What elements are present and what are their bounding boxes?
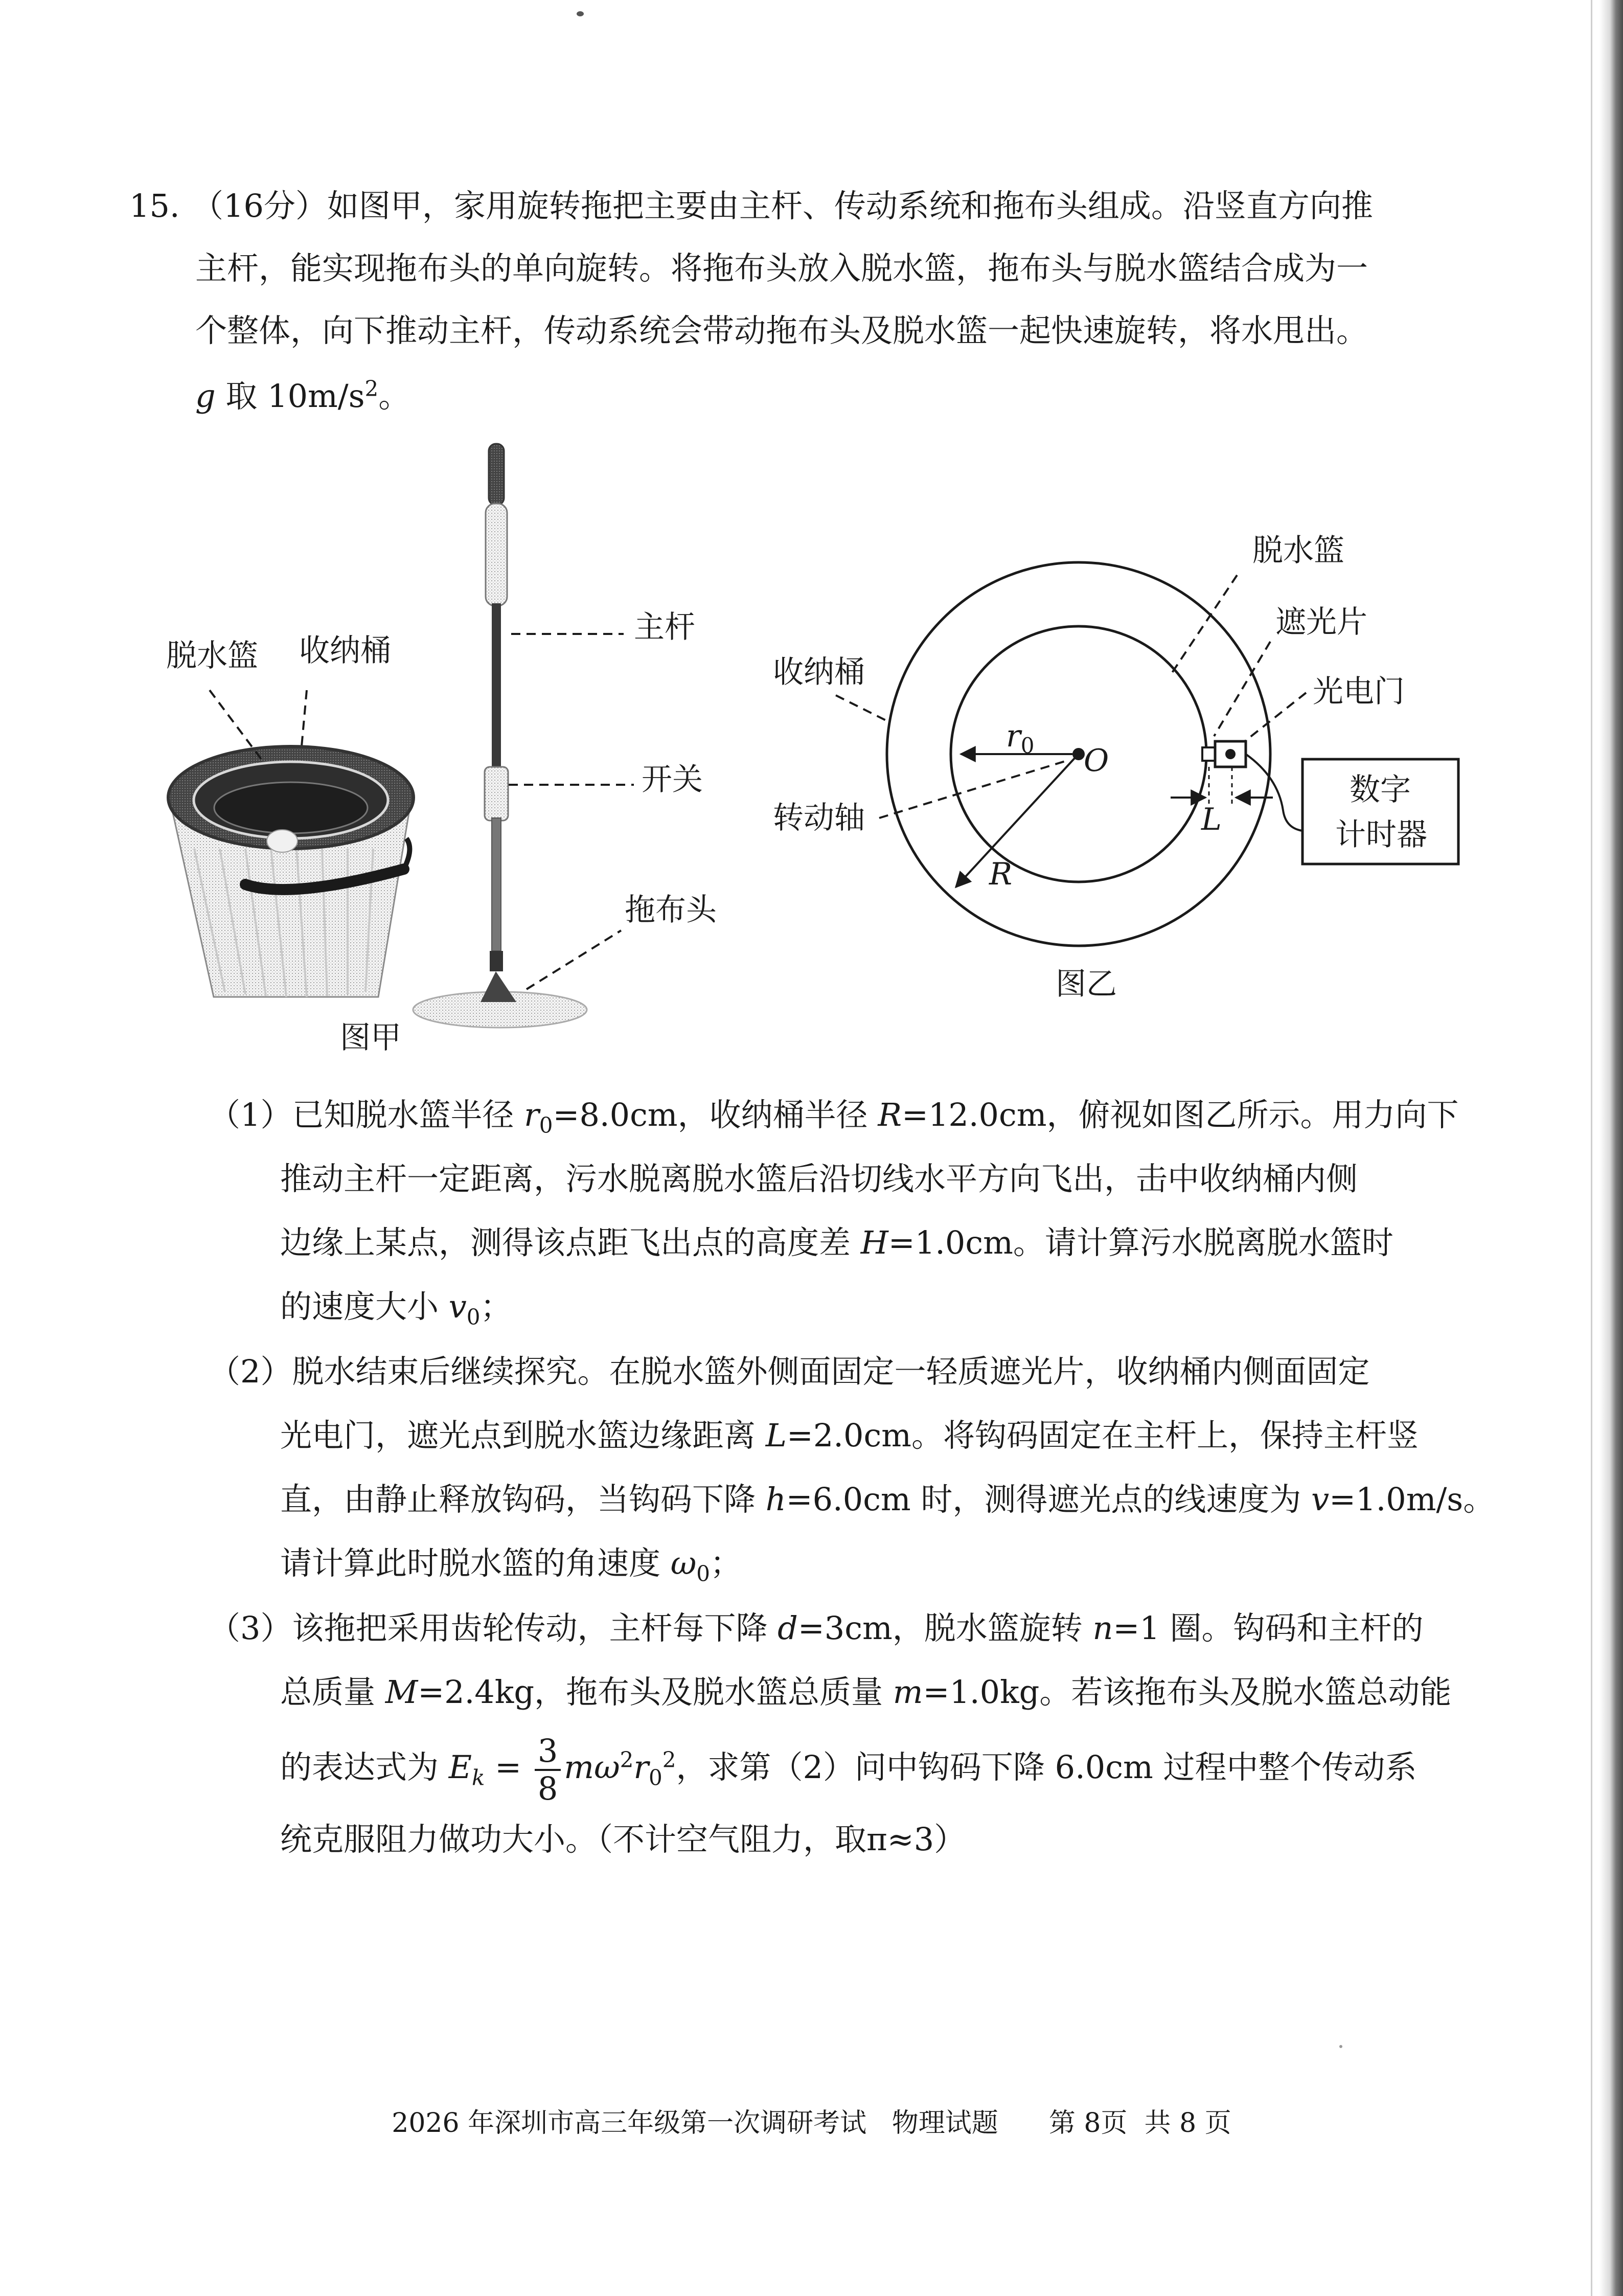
label-bucket-b: 收纳桶 [773, 654, 865, 690]
part2-line4: 请计算此时脱水篮的角速度 $\omega_0$； [280, 1544, 742, 1586]
part3-line2: 总质量 M=2.4kg，拖布头及脱水篮总质量 m=1.0kg。若该拖布头及脱水篮总动能 [280, 1673, 1452, 1711]
label-bucket-a: 收纳桶 [299, 633, 391, 669]
fraction-3-8: $\frac{3}{8}$ [535, 1733, 561, 1807]
bucket-illustration [168, 746, 414, 997]
part2-line3: 直，由静止释放钩码，当钩码下降 h=6.0cm 时，测得遮光点的线速度为 v=1.0m/s。 [280, 1481, 1495, 1518]
leader-bucket-a [302, 690, 307, 746]
intro-line-g: g 取 $10m/s^2$。 [195, 376, 410, 415]
leader-gate [1245, 693, 1306, 741]
leader-head [527, 930, 621, 989]
caption-figure-a: 图甲 [340, 1020, 401, 1056]
label-L: L [1201, 802, 1222, 837]
part3-line1: （3）该拖把采用齿轮传动，主杆每下降 d=3cm，脱水篮旋转 n=1 圈。钩码和主杆的 [209, 1609, 1424, 1647]
label-timer-2: 计时器 [1335, 817, 1427, 853]
label-basket-b: 脱水篮 [1252, 533, 1344, 569]
part1-line1: （1）已知脱水篮半径 $r_0=8.0cm$，收纳桶半径 R=12.0cm，俯视如图乙所示。用力向下 [209, 1096, 1459, 1138]
intro-line-3: 个整体，向下推动主杆，传动系统会带动拖布头及脱水篮一起快速旋转，将水甩出。 [195, 312, 1368, 349]
mop-illustration [413, 444, 587, 1028]
label-axis: 转动轴 [773, 800, 865, 836]
part1-line3: 边缘上某点，测得该点距飞出点的高度差 H=1.0cm。请计算污水脱离脱水篮时 [280, 1224, 1393, 1261]
intro-line-1: （16分）如图甲，家用旋转拖把主要由主杆、传动系统和拖布头组成。沿竖直方向推 [192, 187, 1373, 224]
dust-speck [1339, 2045, 1342, 2048]
top-view-diagram [887, 562, 1458, 946]
label-shade: 遮光片 [1275, 604, 1367, 640]
label-head: 拖布头 [625, 892, 717, 928]
var-g: g [195, 377, 216, 415]
label-gate: 光电门 [1313, 674, 1405, 710]
leader-basket-b [1171, 575, 1237, 675]
label-basket-a: 脱水篮 [166, 638, 258, 674]
label-R: R [989, 856, 1013, 892]
label-switch: 开关 [642, 762, 703, 798]
label-timer-1: 数字 [1350, 772, 1411, 808]
label-r0: $r_0$ [1006, 718, 1035, 758]
part2-line2: 光电门，遮光点到脱水篮边缘距离 L=2.0cm。将钩码固定在主杆上，保持主杆竖 [280, 1417, 1419, 1454]
leader-bucket-b [836, 695, 887, 721]
page-footer: 2026 年深圳市高三年级第一次调研考试 物理试题 第 8页 共 8 页 [392, 2108, 1231, 2139]
question-number: 15. [129, 187, 180, 224]
label-rod: 主杆 [634, 609, 695, 645]
label-o: O [1084, 743, 1109, 779]
part1-line2: 推动主杆一定距离，污水脱离脱水篮后沿切线水平方向飞出，击中收纳桶内侧 [280, 1160, 1358, 1197]
part3-line4: 统克服阻力做功大小。（不计空气阻力，取π≈3） [280, 1821, 966, 1858]
leader-axis [879, 760, 1068, 818]
part1-line4: 的速度大小 $v_0$； [280, 1288, 512, 1330]
part3-line3: 的表达式为 $E_k$ = $\frac{3}{8}$ $m\omega^2r_0^2$，求第（2）问中钩码下降 6.0cm 过程中整个传动系 [280, 1732, 1417, 1807]
caption-figure-b: 图乙 [1056, 966, 1117, 1002]
part2-line1: （2）脱水结束后继续探究。在脱水篮外侧面固定一轻质遮光片，收纳桶内侧面固定 [209, 1353, 1370, 1390]
figures-svg [0, 0, 1623, 1074]
intro-line-2: 主杆，能实现拖布头的单向旋转。将拖布头放入脱水篮，拖布头与脱水篮结合成为一 [195, 249, 1368, 287]
